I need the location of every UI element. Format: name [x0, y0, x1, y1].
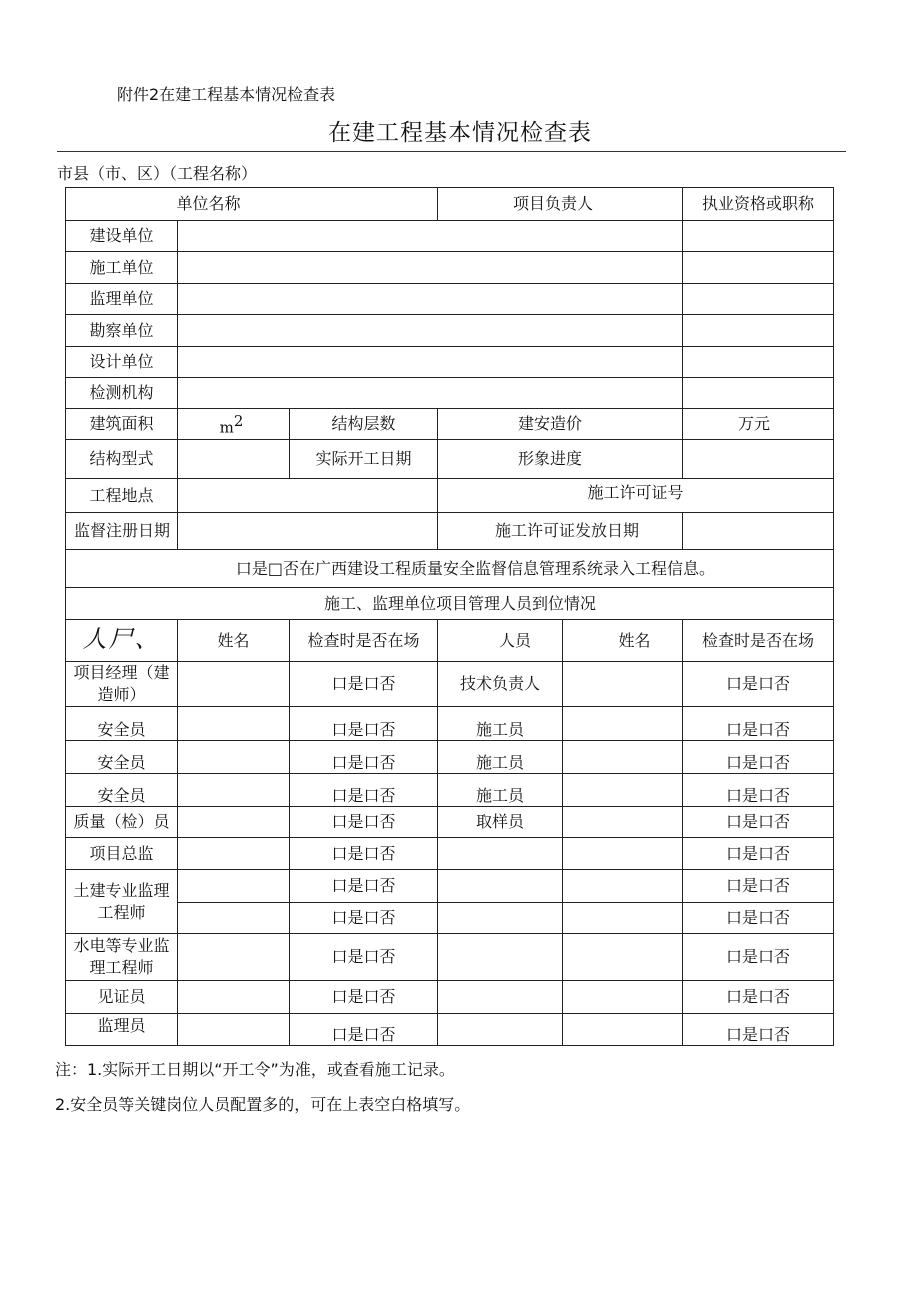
onsite-check-right[interactable]: 口是口否: [683, 903, 834, 934]
progress-cell[interactable]: [683, 440, 834, 479]
onsite-check-right[interactable]: 口是口否: [683, 774, 834, 807]
staff-row: [66, 774, 834, 807]
note-1: 注：1.实际开工日期以“开工令”为准，或查看施工记录。: [55, 1060, 455, 1079]
qualification-cell[interactable]: [683, 347, 834, 378]
unit-name-header: 单位名称: [66, 188, 438, 221]
unit-name-cell[interactable]: [178, 284, 683, 315]
qualification-cell[interactable]: [683, 221, 834, 252]
staff-role-right: [438, 838, 563, 870]
qualification-cell[interactable]: [683, 284, 834, 315]
staff-role-left: 安全员: [66, 741, 178, 774]
staff-name-right[interactable]: [563, 903, 683, 934]
staff-name-right[interactable]: [563, 774, 683, 807]
system-entry-text[interactable]: 口是□否在广西建设工程质量安全监督信息管理系统录入工程信息。: [66, 550, 834, 588]
onsite-check-right[interactable]: 口是口否: [683, 1014, 834, 1046]
unit-label: 检测机构: [66, 378, 178, 409]
staff-row: [66, 934, 834, 981]
staff-name-right[interactable]: [563, 707, 683, 741]
unit-label: 监理单位: [66, 284, 178, 315]
qualification-header: 执业资格或职称: [683, 188, 834, 221]
unit-label: 建设单位: [66, 221, 178, 252]
staff-role-right: [438, 934, 563, 981]
supervision-reg-date-cell[interactable]: [178, 513, 438, 550]
inspection-table: [65, 187, 834, 1046]
staff-role-right: 取样员: [438, 807, 563, 838]
onsite-check-left[interactable]: 口是口否: [290, 741, 438, 774]
onsite-header-left: 检查时是否在场: [290, 620, 438, 662]
staff-role-right: 施工员: [438, 741, 563, 774]
staff-name-left[interactable]: [178, 870, 290, 903]
title-divider: [57, 151, 846, 152]
staff-name-left[interactable]: [178, 838, 290, 870]
registration-row: [66, 513, 834, 550]
progress-label: 形象进度: [438, 440, 683, 479]
onsite-check-left[interactable]: 口是口否: [290, 707, 438, 741]
area-unit: m: [219, 418, 234, 437]
unit-name-cell[interactable]: [178, 347, 683, 378]
staff-role-left: 监理员: [66, 1014, 178, 1046]
staff-row: [66, 807, 834, 838]
staff-section-title: 施工、监理单位项目管理人员到位情况: [66, 588, 834, 620]
onsite-check-right[interactable]: 口是口否: [683, 741, 834, 774]
staff-role-left: 水电等专业监理工程师: [66, 934, 178, 981]
name-header-right: 姓名: [563, 620, 683, 662]
county-project-line: 市县（市、区）（工程名称）: [57, 164, 258, 183]
onsite-check-right[interactable]: 口是口否: [683, 707, 834, 741]
staff-role-left: 土建专业监理工程师: [66, 870, 178, 934]
name-header-left: 姓名: [178, 620, 290, 662]
qualification-cell[interactable]: [683, 378, 834, 409]
person-header-left-text: 人尸、: [82, 625, 161, 653]
staff-name-right[interactable]: [563, 838, 683, 870]
onsite-check-right[interactable]: 口是口否: [683, 870, 834, 903]
system-entry-row: [66, 550, 834, 588]
staff-role-left: 项目总监: [66, 838, 178, 870]
qualification-cell[interactable]: [683, 252, 834, 284]
area-row: [66, 409, 834, 440]
attachment-title: 附件2在建工程基本情况检查表: [117, 85, 336, 104]
onsite-header-right: 检查时是否在场: [683, 620, 834, 662]
unit-label: 设计单位: [66, 347, 178, 378]
onsite-check-right[interactable]: 口是口否: [683, 838, 834, 870]
onsite-check-left[interactable]: 口是口否: [290, 934, 438, 981]
staff-name-left[interactable]: [178, 662, 290, 707]
unit-label: 施工单位: [66, 252, 178, 284]
building-area-cell[interactable]: [178, 409, 290, 440]
structure-type-label: 结构型式: [66, 440, 178, 479]
permit-issue-date-cell[interactable]: [683, 513, 834, 550]
actual-start-date-label: 实际开工日期: [290, 440, 438, 479]
unit-header-row: [66, 188, 834, 221]
staff-name-right[interactable]: [563, 870, 683, 903]
staff-role-left: 安全员: [66, 707, 178, 741]
structure-type-cell[interactable]: [178, 440, 290, 479]
staff-name-right[interactable]: [563, 741, 683, 774]
supervision-reg-date-label: 监督注册日期: [66, 513, 178, 550]
staff-role-right: 技术负责人: [438, 662, 563, 707]
qualification-cell[interactable]: [683, 315, 834, 347]
staff-role-left: 安全员: [66, 774, 178, 807]
onsite-check-left[interactable]: 口是口否: [290, 981, 438, 1014]
staff-name-left[interactable]: [178, 741, 290, 774]
staff-name-right[interactable]: [563, 662, 683, 707]
staff-row: [66, 838, 834, 870]
staff-row: [66, 707, 834, 741]
onsite-check-left[interactable]: 口是口否: [290, 662, 438, 707]
unit-row: [66, 221, 834, 252]
staff-role-right: 施工员: [438, 774, 563, 807]
staff-name-left[interactable]: [178, 707, 290, 741]
staff-name-left[interactable]: [178, 774, 290, 807]
staff-row: [66, 1014, 834, 1046]
permit-no-label: 施工许可证号: [438, 479, 834, 513]
staff-role-right: [438, 981, 563, 1014]
unit-row: [66, 347, 834, 378]
staff-role-right: 施工员: [438, 707, 563, 741]
unit-name-cell[interactable]: [178, 221, 683, 252]
staff-role-left: 质量（检）员: [66, 807, 178, 838]
staff-name-right[interactable]: [563, 1014, 683, 1046]
onsite-check-left[interactable]: 口是口否: [290, 870, 438, 903]
area-unit-superscript: 2: [233, 411, 244, 430]
location-row: [66, 479, 834, 513]
construction-cost-label: 建安造价: [438, 409, 683, 440]
onsite-check-right[interactable]: 口是口否: [683, 934, 834, 981]
onsite-check-right[interactable]: 口是口否: [683, 662, 834, 707]
section-title-row: [66, 588, 834, 620]
staff-role-left: 项目经理（建造师）: [66, 662, 178, 707]
staff-row: [66, 741, 834, 774]
unit-row: [66, 284, 834, 315]
person-header-left: [66, 620, 178, 662]
onsite-check-left[interactable]: 口是口否: [290, 838, 438, 870]
staff-row: [66, 981, 834, 1014]
staff-role-left: 见证员: [66, 981, 178, 1014]
unit-name-cell[interactable]: [178, 315, 683, 347]
staff-row: [66, 870, 834, 903]
onsite-check-left[interactable]: 口是口否: [290, 903, 438, 934]
staff-name-right[interactable]: [563, 807, 683, 838]
unit-name-cell[interactable]: [178, 378, 683, 409]
unit-label: 勘察单位: [66, 315, 178, 347]
note-2: 2.安全员等关键岗位人员配置多的，可在上表空白格填写。: [55, 1095, 471, 1114]
floors-label: 结构层数: [290, 409, 438, 440]
permit-issue-date-label: 施工许可证发放日期: [438, 513, 683, 550]
onsite-check-left[interactable]: 口是口否: [290, 807, 438, 838]
staff-name-left[interactable]: [178, 807, 290, 838]
unit-row: [66, 378, 834, 409]
staff-name-left[interactable]: [178, 1014, 290, 1046]
unit-name-cell[interactable]: [178, 252, 683, 284]
staff-role-right: [438, 1014, 563, 1046]
unit-row: [66, 315, 834, 347]
building-area-label: 建筑面积: [66, 409, 178, 440]
project-leader-header: 项目负责人: [438, 188, 683, 221]
staff-role-right: [438, 870, 563, 903]
location-label: 工程地点: [66, 479, 178, 513]
staff-header-row: [66, 620, 834, 662]
staff-name-left[interactable]: [178, 934, 290, 981]
onsite-check-left[interactable]: 口是口否: [290, 774, 438, 807]
staff-name-right[interactable]: [563, 981, 683, 1014]
staff-row: [66, 662, 834, 707]
staff-name-left[interactable]: [178, 903, 290, 934]
page-title: 在建工程基本情况检查表: [328, 120, 592, 146]
unit-row: [66, 252, 834, 284]
staff-name-right[interactable]: [563, 934, 683, 981]
person-header-right: 人员: [438, 620, 563, 662]
location-cell[interactable]: [178, 479, 438, 513]
onsite-check-right[interactable]: 口是口否: [683, 981, 834, 1014]
staff-name-left[interactable]: [178, 981, 290, 1014]
onsite-check-right[interactable]: 口是口否: [683, 807, 834, 838]
structure-row: [66, 440, 834, 479]
staff-row: [66, 903, 834, 934]
cost-unit: 万元: [683, 409, 834, 440]
onsite-check-left[interactable]: 口是口否: [290, 1014, 438, 1046]
staff-role-right: [438, 903, 563, 934]
